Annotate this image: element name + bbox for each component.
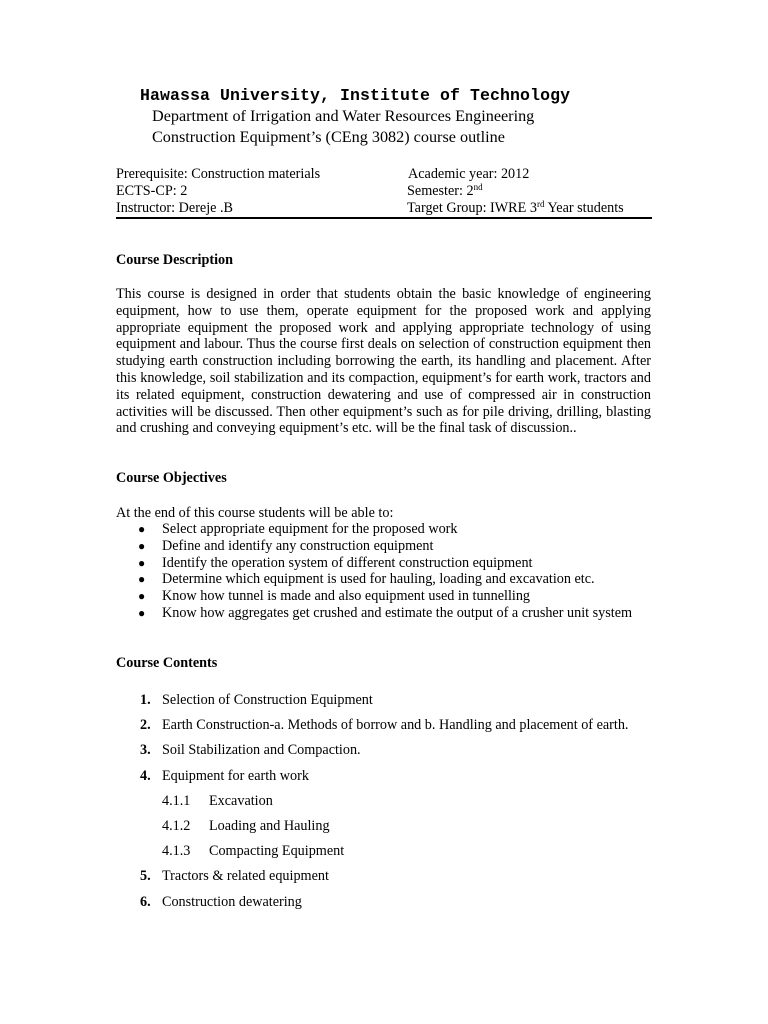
target-group: Target Group: IWRE 3rd Year students	[407, 199, 624, 216]
item-text: Construction dewatering	[162, 893, 302, 910]
item-number: 3.	[140, 742, 151, 759]
objective-text: Know how tunnel is made and also equipment used in tunnelling	[162, 588, 531, 605]
content-item	[116, 688, 651, 713]
ects-credits: ECTS-CP: 2	[116, 183, 188, 199]
content-item	[116, 738, 651, 763]
objective-text: Determine which equipment is used for hauling, loading and excavation etc.	[162, 571, 595, 588]
contents-heading: Course Contents	[116, 655, 218, 671]
course-info-block	[116, 166, 652, 217]
description-heading: Course Description	[116, 252, 234, 268]
objectives-list	[116, 521, 651, 622]
content-subitem	[116, 789, 651, 814]
info-row	[116, 166, 652, 183]
objective-text: Select appropriate equipment for the proposed work	[162, 521, 458, 537]
contents-list	[116, 688, 651, 915]
objectives-heading: Course Objectives	[116, 470, 227, 486]
item-text: Soil Stabilization and Compaction.	[162, 742, 361, 759]
info-divider	[116, 217, 652, 219]
bullet-icon: ●	[138, 555, 146, 570]
item-number: 2.	[140, 717, 151, 734]
objective-item	[116, 555, 651, 572]
item-number: 6.	[140, 893, 151, 910]
content-subitem	[116, 839, 651, 864]
item-text: Loading and Hauling	[209, 818, 330, 835]
objective-item	[116, 538, 651, 555]
university-title: Hawassa University, Institute of Technology	[140, 86, 571, 105]
content-item	[116, 713, 651, 738]
objective-item	[116, 605, 651, 622]
objective-item	[116, 571, 651, 588]
content-subitem	[116, 814, 651, 839]
objectives-intro: At the end of this course students will be able to:	[116, 505, 394, 521]
item-text: Earth Construction-a. Methods of borrow and b. Handling and placement of earth.	[162, 717, 629, 734]
content-item	[116, 864, 651, 889]
bullet-icon: ●	[138, 605, 146, 620]
item-number: 4.1.2	[162, 818, 191, 835]
prerequisite: Prerequisite: Construction materials	[116, 166, 321, 182]
item-text: Equipment for earth work	[162, 767, 309, 784]
semester: Semester: 2nd	[407, 182, 483, 199]
item-text: Selection of Construction Equipment	[162, 692, 373, 708]
item-number: 4.1.3	[162, 843, 191, 860]
bullet-icon: ●	[138, 522, 146, 536]
description-body	[116, 286, 651, 437]
bullet-icon: ●	[138, 572, 146, 587]
objective-text: Know how aggregates get crushed and estimate the output of a crusher unit system	[162, 604, 633, 621]
objective-text: Define and identify any construction equipment	[162, 537, 434, 554]
item-number: 4.1.1	[162, 792, 191, 809]
academic-year: Academic year: 2012	[408, 166, 530, 182]
item-number: 4.	[140, 767, 151, 784]
department-title: Department of Irrigation and Water Resources Engineering	[152, 107, 535, 125]
content-item	[116, 764, 651, 789]
content-item	[116, 890, 651, 915]
item-text: Compacting Equipment	[209, 843, 345, 860]
objective-text: Identify the operation system of different construction equipment	[162, 554, 533, 571]
description-text: This course is designed in order that students obtain the basic knowledge of engineering equipment, how to use them, operate equipment for the proposed work and applying appropriate equipment the proposed work and applying appropriate technology of using equipment and labour. Thus the course first deals on selection of construction equipment then studying earth construction including borrowing the earth, its handling and placement. After this knowledge, soil stabilization and its compaction, equipment’s for earth work, tractors and its related equipment, construction dewatering and use of compressed air in construction activities will be discussed. Then other equipment’s such as for pile driving, drilling, blasting and crushing and conveying equipment’s etc. will be the final task of discussion..	[116, 286, 651, 437]
info-row	[116, 200, 652, 217]
item-number: 5.	[140, 868, 151, 885]
bullet-icon: ●	[138, 538, 146, 553]
item-number: 1.	[140, 692, 151, 708]
info-row	[116, 183, 652, 200]
item-text: Tractors & related equipment	[162, 868, 329, 885]
bullet-icon: ●	[138, 589, 146, 604]
instructor: Instructor: Dereje .B	[116, 200, 234, 216]
course-title: Construction Equipment’s (CEng 3082) course outline	[152, 128, 505, 146]
objective-item	[116, 588, 651, 605]
objective-item	[116, 521, 651, 538]
item-text: Excavation	[209, 792, 273, 809]
